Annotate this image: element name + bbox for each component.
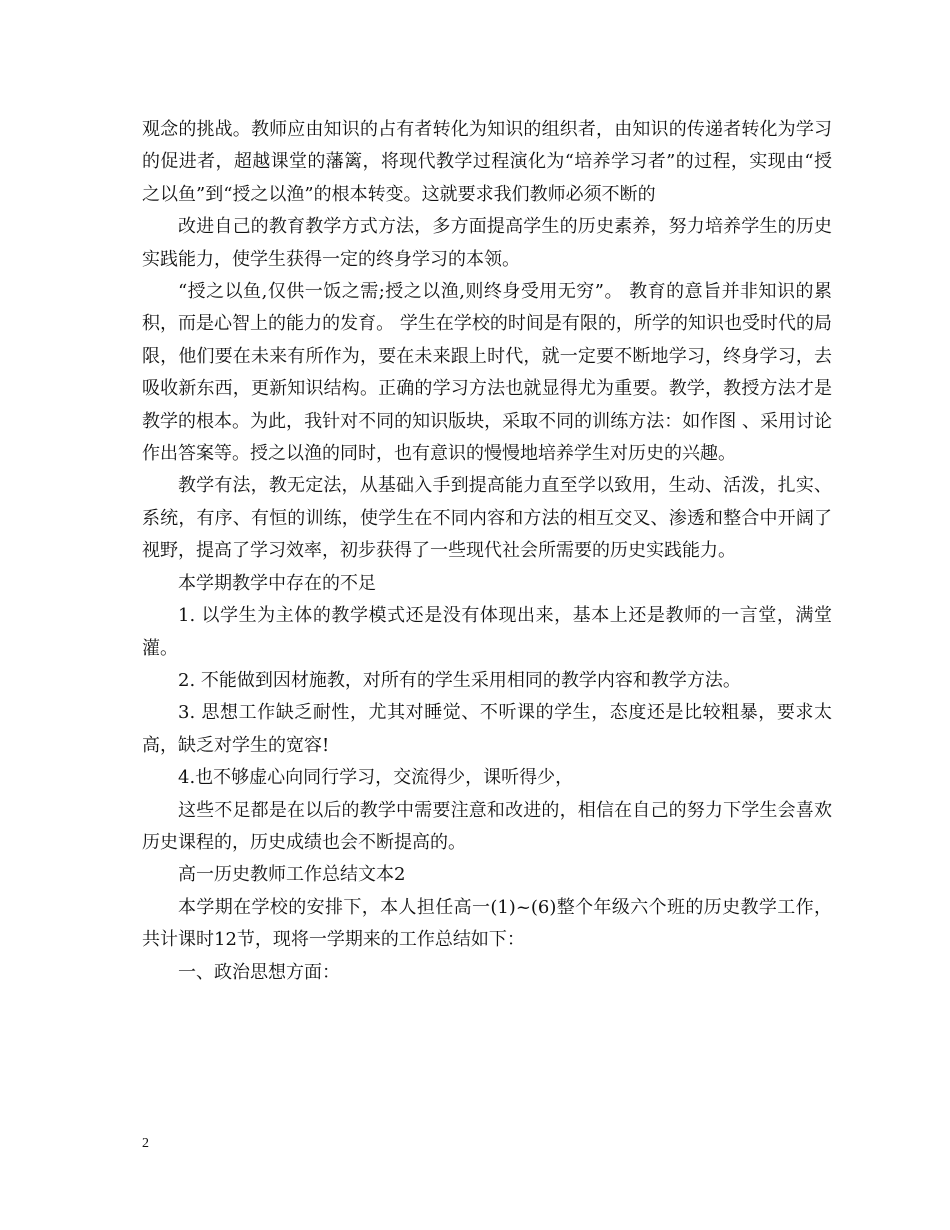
paragraph: 本学期在学校的安排下，本人担任高一(1)~(6)整个年级六个班的历史教学工作，共计课时12节，现将一学期来的工作总结如下： <box>142 896 832 951</box>
list-item: 3. 思想工作缺乏耐性，尤其对睡觉、不听课的学生，态度还是比较粗暴，要求太高，缺乏对学生的宽容! <box>142 702 832 756</box>
section-heading: 高一历史教师工作总结文本2 <box>178 864 406 886</box>
list-item: 2. 不能做到因材施教，对所有的学生采用相同的教学内容和教学方法。 <box>178 669 741 691</box>
paragraph: 观念的挑战。教师应由知识的占有者转化为知识的组织者，由知识的传递者转化为学习的促进者，超越课堂的藩篱，将现代教学过程演化为“培养学习者”的过程，实现由“授之以鱼”到“授之以渔”的根本转变。这就要求我们教师必须不断的 <box>142 119 832 205</box>
section-heading: 本学期教学中存在的不足 <box>178 572 376 594</box>
list-item: 4.也不够虚心向同行学习，交流得少，课听得少， <box>178 767 574 789</box>
paragraph: 教学有法，教无定法，从基础入手到提高能力直至学以致用，生动、活泼，扎实、系统，有序、有恒的训练，使学生在不同内容和方法的相互交叉、渗透和整合中开阔了视野，提高了学习效率，初步获得了一些现代社会所需要的历史实践能力。 <box>142 475 832 562</box>
page-number: 2 <box>142 1136 149 1151</box>
section-heading: 一、政治思想方面： <box>178 961 340 983</box>
paragraph: “授之以鱼,仅供一饭之需;授之以渔,则终身受用无穷”。 教育的意旨并非知识的累积，而是心智上的能力的发育。 学生在学校的时间是有限的，所学的知识也受时代的局限，他们要在未来有所作为，要在未来跟上时代，就一定要不断地学习，终身学习，去吸收新东西，更新知识结构。正确的学习方法也就显得尤为重要。教学，教授方法才是教学的根本。为此，我针对不同的知识版块，采取不同的训练方法：如作图 、采用讨论作出答案等。授之以渔的同时，也有意识的慢慢地培养学生对历史的兴趣。 <box>142 281 832 465</box>
paragraph: 这些不足都是在以后的教学中需要注意和改进的，相信在自己的努力下学生会喜欢历史课程的，历史成绩也会不断提高的。 <box>142 799 832 853</box>
document-body <box>142 114 832 989</box>
list-item: 1. 以学生为主体的教学模式还是没有体现出来，基本上还是教师的一言堂，满堂灌。 <box>142 605 832 659</box>
paragraph: 改进自己的教育教学方式方法，多方面提高学生的历史素养，努力培养学生的历史实践能力，使学生获得一定的终身学习的本领。 <box>142 216 832 270</box>
